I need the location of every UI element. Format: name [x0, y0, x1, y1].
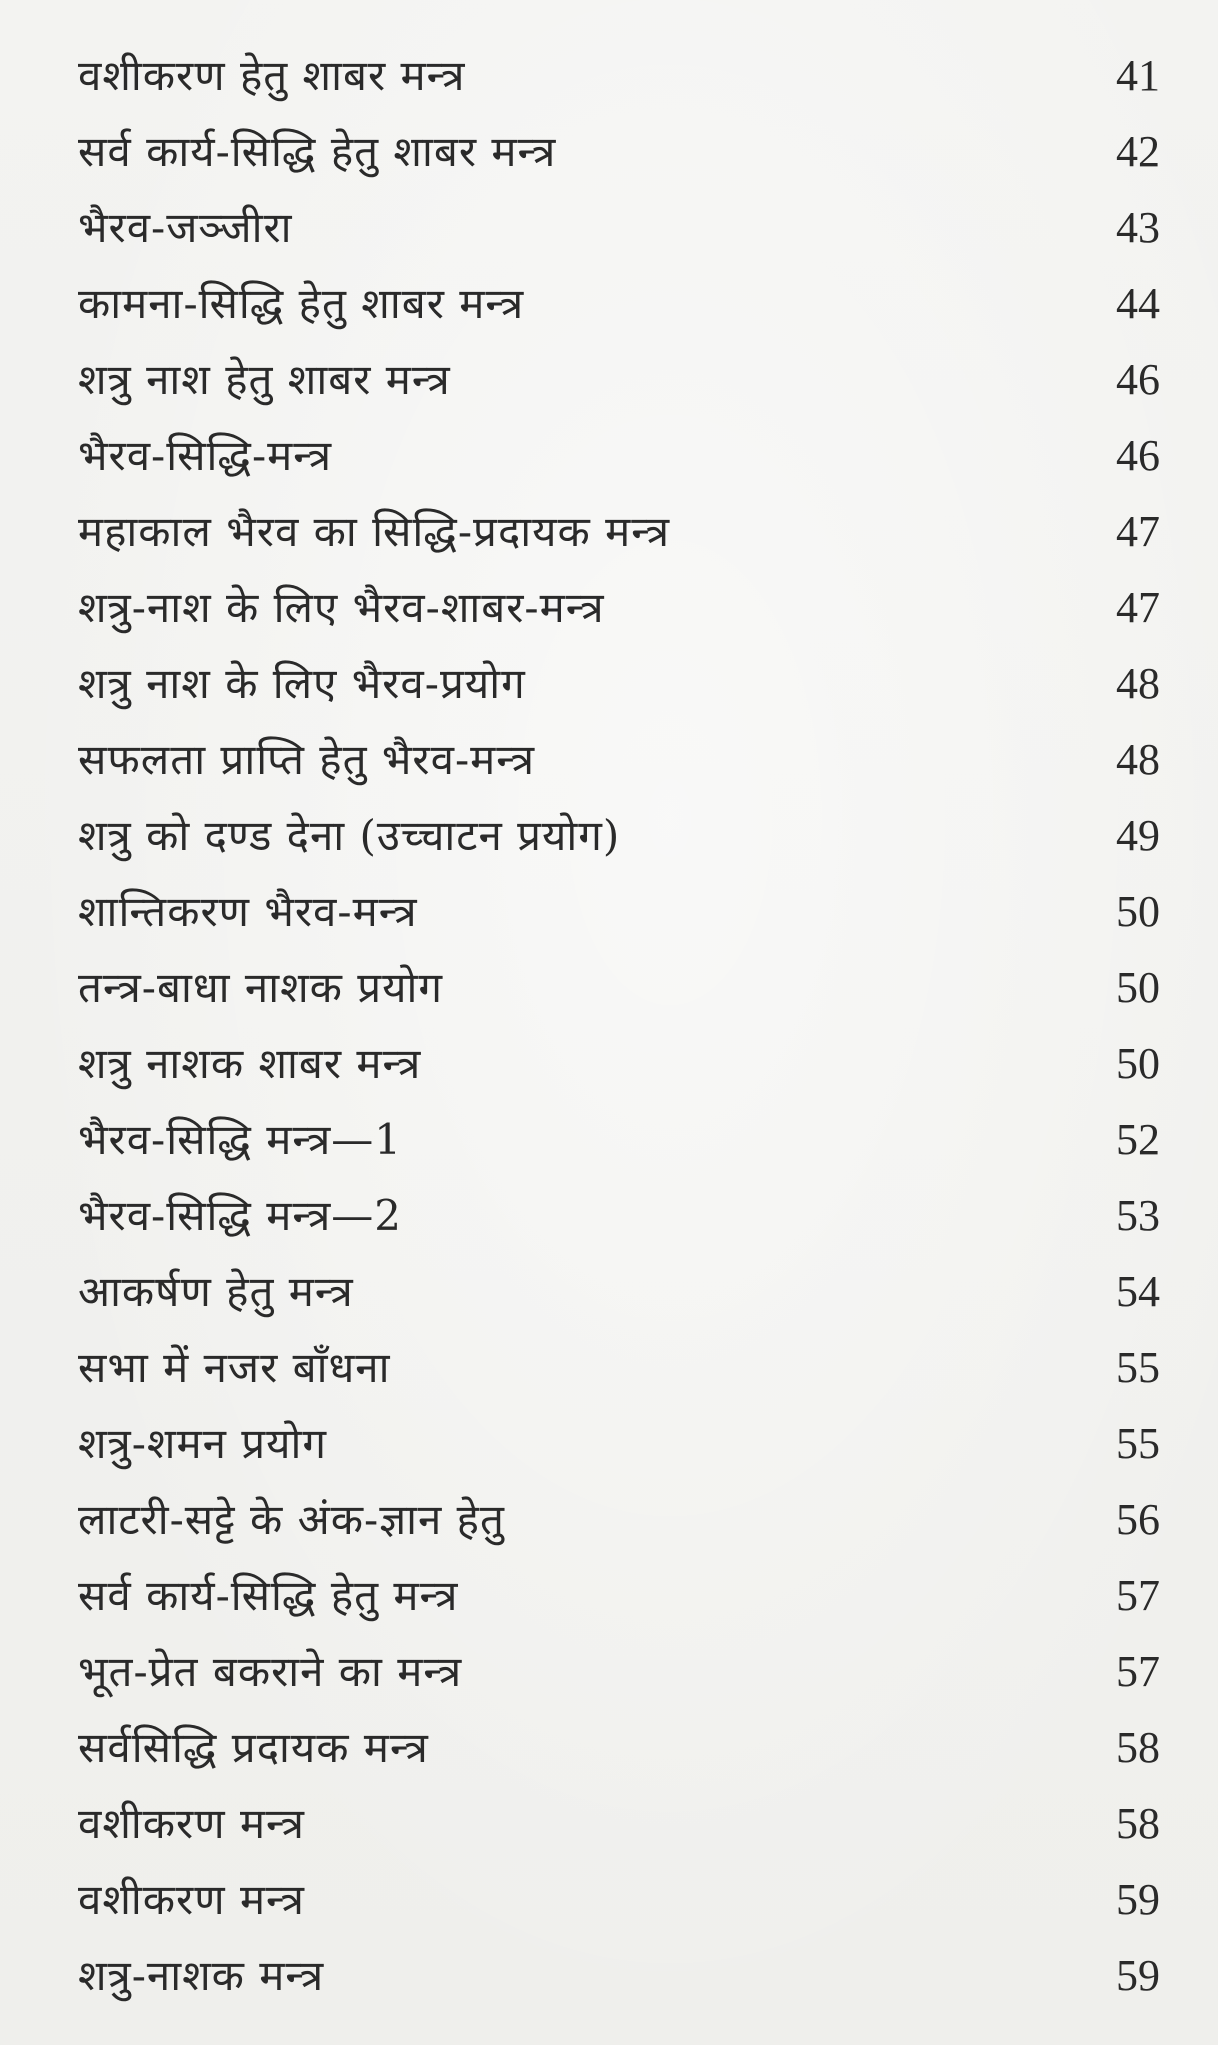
toc-entry-page-number: 55 [1116, 1419, 1160, 1468]
toc-entry-page-number: 50 [1116, 963, 1160, 1012]
toc-entry [78, 1254, 1160, 1330]
toc-entry-page-number: 42 [1116, 127, 1160, 176]
toc-entry [78, 1330, 1160, 1406]
toc-entry-page-number: 50 [1116, 887, 1160, 936]
toc-entry [78, 950, 1160, 1026]
toc-entry-page-number: 46 [1116, 431, 1160, 480]
toc-entry-page-number: 59 [1116, 1875, 1160, 1924]
toc-entry-title: भूत-प्रेत बकराने का मन्त्र [78, 1647, 463, 1696]
toc-entry-title: महाकाल भैरव का सिद्धि-प्रदायक मन्त्र [78, 507, 671, 556]
toc-entry-page-number: 56 [1116, 1495, 1160, 1544]
toc-entry-title: शत्रु-नाशक मन्त्र [78, 1951, 325, 2000]
toc-entry-page-number: 57 [1116, 1647, 1160, 1696]
toc-entry [78, 874, 1160, 950]
toc-entry [78, 1482, 1160, 1558]
toc-entry-title: भैरव-सिद्धि मन्त्र—1 [78, 1115, 402, 1164]
toc-entry-title: शत्रु नाश हेतु शाबर मन्त्र [78, 355, 451, 404]
toc-entry-page-number: 53 [1116, 1191, 1160, 1240]
toc-entry [78, 1710, 1160, 1786]
toc-entry-page-number: 58 [1116, 1723, 1160, 1772]
toc-entry-title: शत्रु-शमन प्रयोग [78, 1419, 328, 1468]
toc-entry [78, 1558, 1160, 1634]
toc-entry-title: भैरव-जञ्जीरा [78, 203, 293, 252]
toc-entry [78, 1786, 1160, 1862]
toc-entry-page-number: 48 [1116, 659, 1160, 708]
toc-entry-title: कामना-सिद्धि हेतु शाबर मन्त्र [78, 279, 525, 328]
toc-entry-title: शान्तिकरण भैरव-मन्त्र [78, 887, 418, 936]
toc-entry-title: लाटरी-सट्टे के अंक-ज्ञान हेतु [78, 1495, 505, 1544]
toc-entry-title: सफलता प्राप्ति हेतु भैरव-मन्त्र [78, 735, 536, 784]
toc-entry [78, 722, 1160, 798]
toc-entry [78, 570, 1160, 646]
toc-entry-title: भैरव-सिद्धि-मन्त्र [78, 431, 333, 480]
toc-entry-page-number: 59 [1116, 1951, 1160, 2000]
toc-entry-title: सर्व कार्य-सिद्धि हेतु मन्त्र [78, 1571, 459, 1620]
toc-entry-page-number: 57 [1116, 1571, 1160, 1620]
toc-entry-title: सर्वसिद्धि प्रदायक मन्त्र [78, 1723, 429, 1772]
toc-entry-title: शत्रु नाशक शाबर मन्त्र [78, 1039, 422, 1088]
toc-entry [78, 190, 1160, 266]
toc-entry-page-number: 49 [1116, 811, 1160, 860]
toc-entry [78, 646, 1160, 722]
toc-entry-page-number: 47 [1116, 507, 1160, 556]
toc-entry [78, 266, 1160, 342]
toc-entry-title: तन्त्र-बाधा नाशक प्रयोग [78, 963, 444, 1012]
toc-entry [78, 1634, 1160, 1710]
toc-entry-title: आकर्षण हेतु मन्त्र [78, 1267, 354, 1316]
toc-entry-page-number: 43 [1116, 203, 1160, 252]
toc-entry-title: शत्रु नाश के लिए भैरव-प्रयोग [78, 659, 526, 708]
toc-entry-title: सभा में नजर बाँधना [78, 1343, 391, 1392]
toc-entry [78, 342, 1160, 418]
toc-entry-page-number: 44 [1116, 279, 1160, 328]
toc-entry-page-number: 41 [1116, 51, 1160, 100]
toc-entry-page-number: 52 [1116, 1115, 1160, 1164]
toc-entry [78, 1026, 1160, 1102]
toc-entry-title: वशीकरण हेतु शाबर मन्त्र [78, 51, 466, 100]
toc-entry [78, 1938, 1160, 2014]
toc-entry-title: वशीकरण मन्त्र [78, 1875, 305, 1924]
toc-entry-page-number: 48 [1116, 735, 1160, 784]
toc-entry [78, 1102, 1160, 1178]
toc-entry-title: सर्व कार्य-सिद्धि हेतु शाबर मन्त्र [78, 127, 557, 176]
toc-entry-page-number: 58 [1116, 1799, 1160, 1848]
toc-entry [78, 1862, 1160, 1938]
toc-entry [78, 1406, 1160, 1482]
toc-entry [78, 798, 1160, 874]
toc-entry-title: शत्रु को दण्ड देना (उच्चाटन प्रयोग) [78, 811, 621, 860]
toc-entry [78, 114, 1160, 190]
toc-entry-title: भैरव-सिद्धि मन्त्र—2 [78, 1191, 402, 1240]
toc-entry-page-number: 55 [1116, 1343, 1160, 1392]
toc-entry [78, 418, 1160, 494]
toc-entry-title: वशीकरण मन्त्र [78, 1799, 305, 1848]
toc-entry [78, 38, 1160, 114]
toc-entry-page-number: 47 [1116, 583, 1160, 632]
toc-entry-title: शत्रु-नाश के लिए भैरव-शाबर-मन्त्र [78, 583, 605, 632]
toc-entry-page-number: 50 [1116, 1039, 1160, 1088]
toc-entry [78, 494, 1160, 570]
toc-entry-page-number: 54 [1116, 1267, 1160, 1316]
table-of-contents [78, 38, 1160, 2014]
toc-entry-page-number: 46 [1116, 355, 1160, 404]
toc-entry [78, 1178, 1160, 1254]
